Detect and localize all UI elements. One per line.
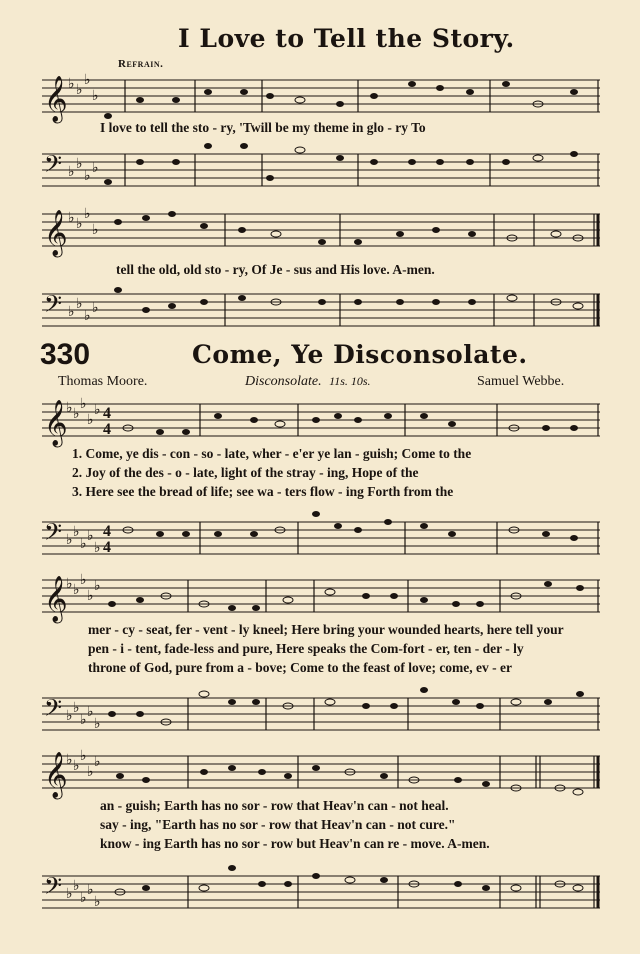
svg-text:♭: ♭ (84, 169, 91, 184)
lyrics-330-s3-v3: know - ing Earth has no sor - row but Heav'n can re - move. A-men. (100, 836, 490, 851)
svg-text:4: 4 (103, 421, 111, 438)
svg-text:♭: ♭ (80, 713, 87, 728)
svg-text:♭: ♭ (73, 525, 80, 540)
svg-text:♭: ♭ (76, 157, 83, 172)
svg-text:𝄞: 𝄞 (44, 576, 68, 621)
svg-text:♭: ♭ (87, 765, 94, 780)
svg-text:𝄞: 𝄞 (44, 76, 68, 121)
svg-text:♭: ♭ (66, 401, 73, 416)
lyrics-hymn1-line1: I love to tell the sto - ry, 'Twill be my theme in glo - ry To (100, 120, 426, 135)
staff-system-2-treble (0, 196, 640, 256)
svg-text:4: 4 (103, 539, 111, 556)
svg-text:♭: ♭ (73, 407, 80, 422)
svg-text:𝄢: 𝄢 (44, 696, 63, 727)
svg-text:♭: ♭ (73, 879, 80, 894)
svg-text:♭: ♭ (68, 77, 75, 92)
svg-text:♭: ♭ (66, 887, 73, 902)
svg-text:♭: ♭ (80, 537, 87, 552)
svg-text:♭: ♭ (87, 413, 94, 428)
svg-text:♭: ♭ (87, 883, 94, 898)
svg-text:♭: ♭ (84, 309, 91, 324)
svg-text:♭: ♭ (92, 223, 99, 238)
lyrics-330-s1-v3: 3. Here see the bread of life; see wa - ters flow - ing Forth from the (72, 484, 454, 499)
svg-text:♭: ♭ (68, 165, 75, 180)
svg-text:♭: ♭ (94, 717, 101, 732)
staff-system-1-bass (0, 136, 640, 196)
svg-text:♭: ♭ (66, 709, 73, 724)
svg-text:♭: ♭ (73, 759, 80, 774)
svg-text:𝄢: 𝄢 (44, 520, 63, 551)
svg-text:𝄞: 𝄞 (44, 210, 68, 255)
svg-text:♭: ♭ (73, 583, 80, 598)
svg-text:𝄞: 𝄞 (44, 400, 68, 445)
staff-330-system-3-treble (0, 738, 640, 798)
hymn-number: 330 (40, 338, 91, 371)
svg-text:𝄢: 𝄢 (44, 292, 63, 323)
svg-text:♭: ♭ (80, 749, 87, 764)
svg-text:♭: ♭ (68, 211, 75, 226)
svg-text:♭: ♭ (80, 891, 87, 906)
svg-text:♭: ♭ (92, 161, 99, 176)
svg-text:♭: ♭ (73, 701, 80, 716)
svg-text:♭: ♭ (66, 577, 73, 592)
svg-text:♭: ♭ (92, 89, 99, 104)
staff-system-1-treble (0, 62, 640, 122)
svg-text:♭: ♭ (94, 403, 101, 418)
lyrics-330-s1-v1: 1. Come, ye dis - con - so - late, wher - e'er ye lan - guish; Come to the (72, 446, 472, 461)
svg-text:♭: ♭ (87, 589, 94, 604)
svg-text:♭: ♭ (84, 73, 91, 88)
lyrics-330-s3-v2: say - ing, "Earth has no sor - row that Heav'n can - not cure." (100, 817, 456, 832)
lyrics-330-s2-v1: mer - cy - seat, fer - vent - ly kneel; Here bring your wounded hearts, here tell your (88, 622, 564, 637)
refrain-label: Refrain. (118, 58, 164, 70)
svg-text:♭: ♭ (76, 297, 83, 312)
svg-text:♭: ♭ (84, 207, 91, 222)
hymn-title: I Love to Tell the Story. (178, 24, 515, 53)
staff-330-system-3-bass (0, 858, 640, 918)
lyrics-330-s2-v3: throne of God, pure from a - bove; Come to the feast of love; come, ev - er (88, 660, 513, 675)
hymn-title: Come, Ye Disconsolate. (192, 340, 528, 369)
svg-text:♭: ♭ (80, 397, 87, 412)
lyrics-330-s2-v2: pen - i - tent, fade-less and pure, Here speaks the Com-fort - er, ten - der - ly (88, 641, 524, 656)
lyrics-330-s1-v2: 2. Joy of the des - o - late, light of the stray - ing, Hope of the (72, 465, 419, 480)
svg-text:♭: ♭ (68, 305, 75, 320)
svg-text:𝄢: 𝄢 (44, 152, 63, 183)
svg-text:4: 4 (103, 405, 111, 422)
svg-text:♭: ♭ (92, 301, 99, 316)
svg-text:♭: ♭ (94, 755, 101, 770)
lyrics-hymn1-line2: tell the old, old sto - ry, Of Je - sus and His love. A-men. (116, 262, 435, 277)
svg-text:♭: ♭ (76, 217, 83, 232)
staff-330-system-2-treble (0, 562, 640, 622)
author: Thomas Moore. (58, 374, 148, 389)
svg-text:♭: ♭ (80, 573, 87, 588)
svg-text:𝄢: 𝄢 (44, 874, 63, 905)
tune-name-text: Disconsolate. (245, 374, 322, 389)
svg-text:♭: ♭ (66, 753, 73, 768)
staff-system-2-bass (0, 276, 640, 336)
composer: Samuel Webbe. (477, 374, 565, 389)
svg-text:♭: ♭ (66, 533, 73, 548)
lyrics-330-s3-v1: an - guish; Earth has no sor - row that Heav'n can - not heal. (100, 798, 449, 813)
svg-text:♭: ♭ (76, 83, 83, 98)
staff-330-system-2-bass (0, 680, 640, 740)
staff-330-system-1-bass (0, 504, 640, 564)
svg-text:♭: ♭ (87, 529, 94, 544)
svg-text:♭: ♭ (87, 705, 94, 720)
staff-330-system-1-treble (0, 386, 640, 446)
meter: 11s. 10s. (329, 374, 371, 388)
svg-text:𝄞: 𝄞 (44, 752, 68, 797)
svg-text:♭: ♭ (94, 579, 101, 594)
svg-text:♭: ♭ (94, 895, 101, 910)
svg-text:♭: ♭ (94, 541, 101, 556)
svg-text:4: 4 (103, 523, 111, 540)
